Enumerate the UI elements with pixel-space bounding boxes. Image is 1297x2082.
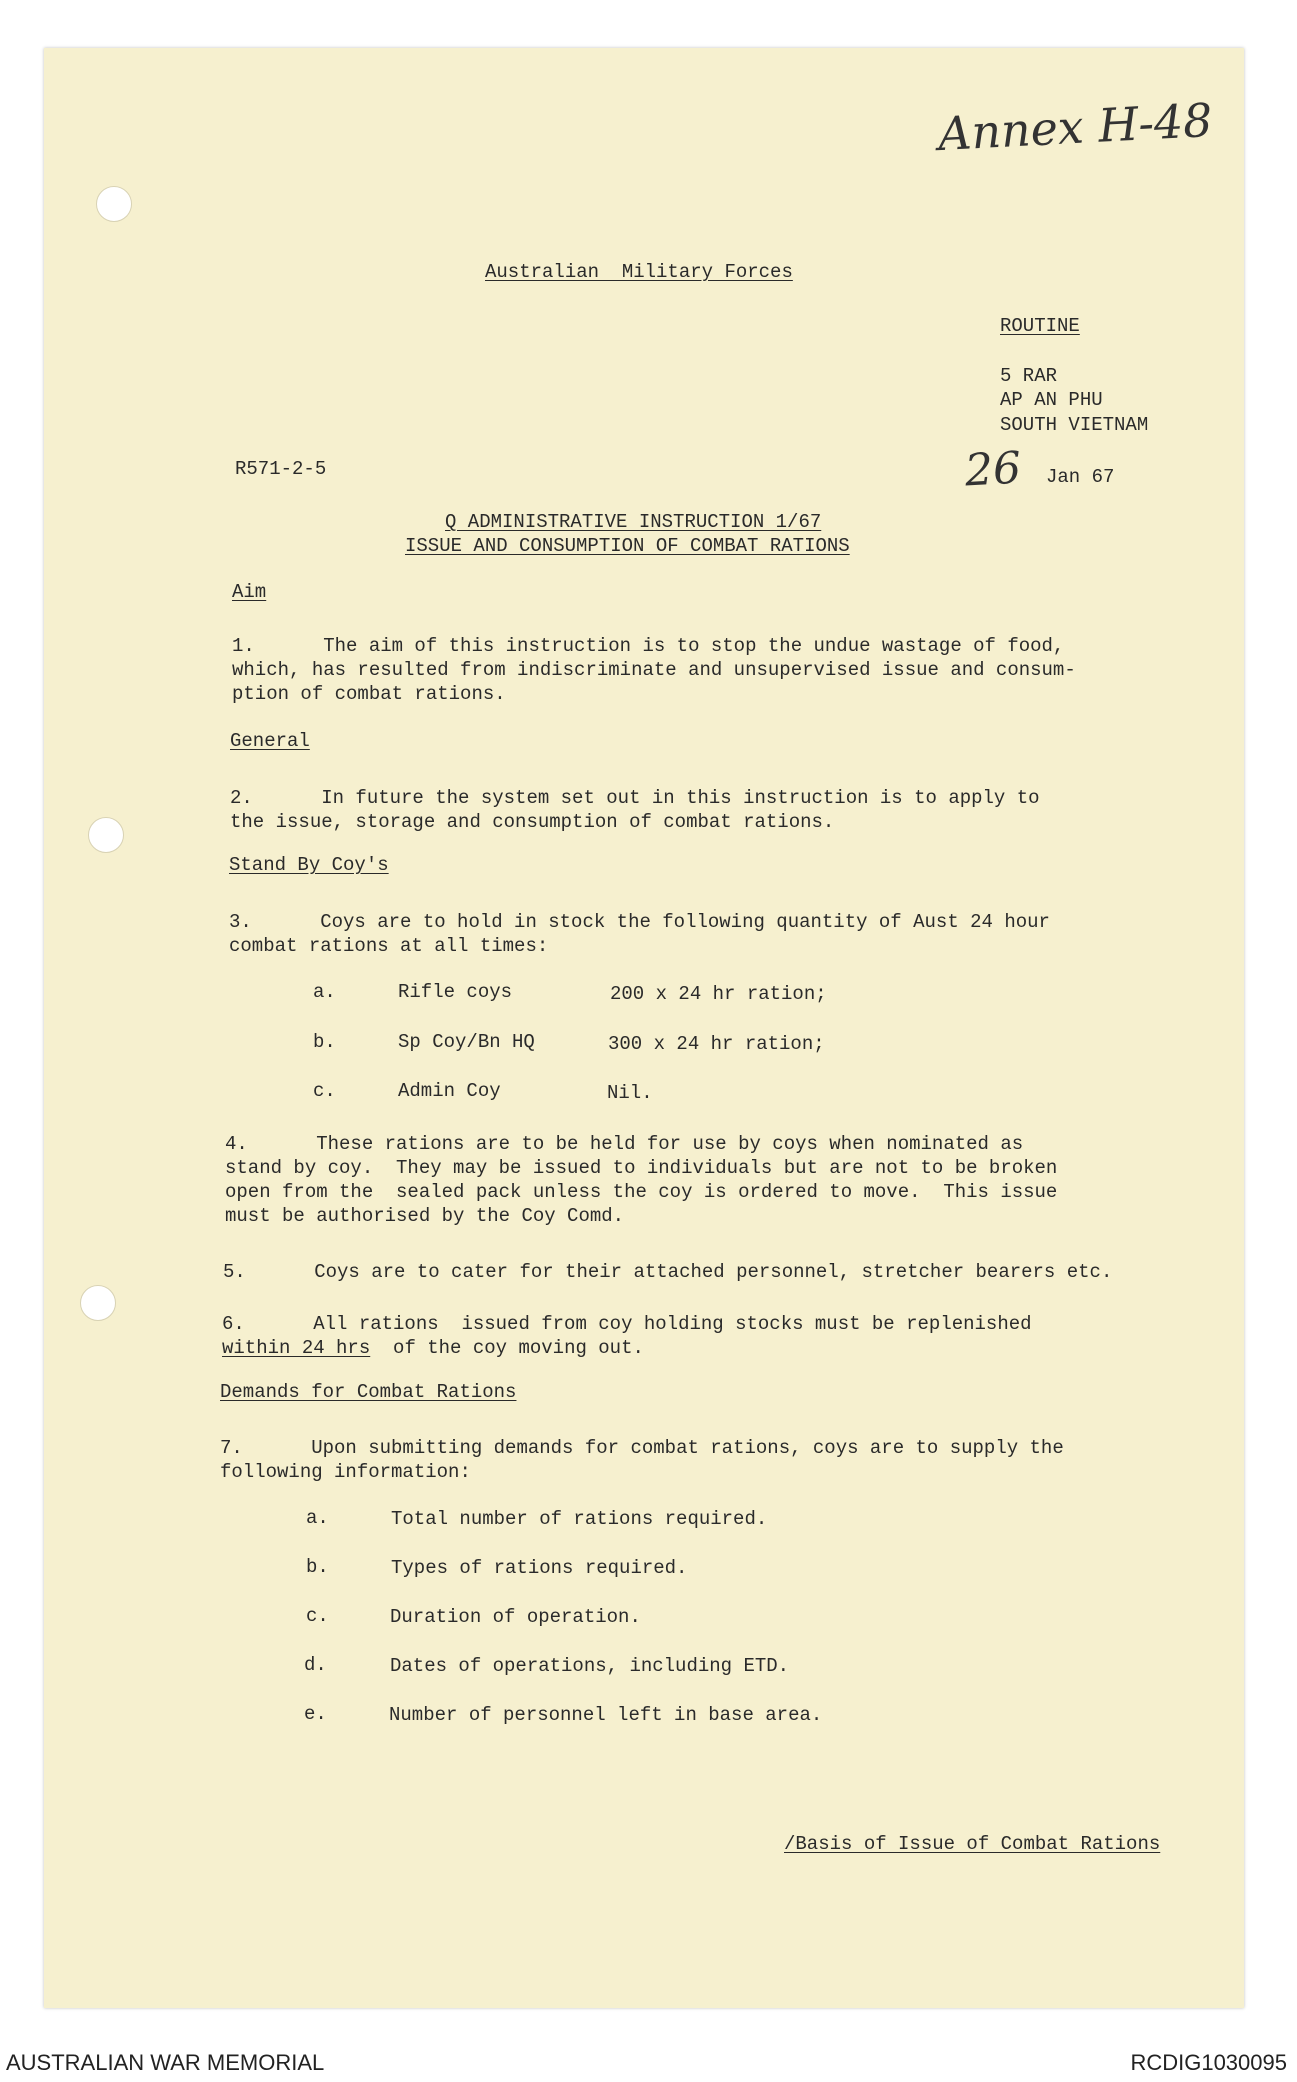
para-4-line-4: must be authorised by the Coy Comd. xyxy=(225,1205,625,1227)
demand-item-text: Total number of rations required. xyxy=(391,1508,768,1530)
demand-item-letter: d. xyxy=(304,1654,327,1676)
para-4-line-2: stand by coy. They may be issued to individuals but are not to be broken xyxy=(225,1157,1058,1179)
para-1-line-3: ption of combat rations. xyxy=(232,683,506,705)
para-6-line-2 xyxy=(222,1336,644,1360)
para-3-line-1: 3. Coys are to hold in stock the following quantity of Aust 24 hour xyxy=(229,911,1050,933)
continuation-line xyxy=(784,1832,1160,1856)
para-7-line-2: following information: xyxy=(220,1461,471,1483)
handwritten-date-day: 26 xyxy=(963,442,1023,497)
demand-item-letter: b. xyxy=(306,1556,329,1578)
holding-unit: Rifle coys xyxy=(398,981,513,1003)
holding-letter: c. xyxy=(313,1080,336,1102)
holding-quantity: 300 x 24 hr ration; xyxy=(608,1033,825,1055)
demand-item-text: Number of personnel left in base area. xyxy=(389,1704,823,1726)
section-aim: Aim xyxy=(232,581,267,603)
document-title: Australian Military Forces xyxy=(485,261,793,283)
heading-line-2: ISSUE AND CONSUMPTION OF COMBAT RATIONS xyxy=(405,535,850,557)
para-7-line-1: 7. Upon submitting demands for combat rations, coys are to supply the xyxy=(220,1437,1064,1459)
punch-hole-bottom xyxy=(80,1285,116,1321)
para-2-line-1: 2. In future the system set out in this instruction is to apply to xyxy=(230,787,1040,809)
para-4-line-3: open from the sealed pack unless the coy is ordered to move. This issue xyxy=(225,1181,1058,1203)
holding-letter: a. xyxy=(313,981,336,1003)
holding-unit: Sp Coy/Bn HQ xyxy=(398,1031,535,1053)
section-standby: Stand By Coy's xyxy=(229,854,389,876)
demand-item-text: Duration of operation. xyxy=(390,1606,641,1628)
demand-item-text: Dates of operations, including ETD. xyxy=(390,1655,790,1677)
file-reference: R571-2-5 xyxy=(235,458,327,480)
heading-line-1: Q ADMINISTRATIVE INSTRUCTION 1/67 xyxy=(445,511,822,533)
demand-item-text: Types of rations required. xyxy=(391,1557,688,1579)
para-3-line-2: combat rations at all times: xyxy=(229,935,549,957)
para-6-emphasis: within 24 hrs xyxy=(222,1337,371,1359)
location-line-1: AP AN PHU xyxy=(1000,389,1103,411)
demand-item-letter: e. xyxy=(304,1703,327,1725)
handwritten-annotation: Annex H-48 xyxy=(936,92,1214,162)
section-demands: Demands for Combat Rations xyxy=(220,1381,517,1403)
para-4-line-1: 4. These rations are to be held for use by coys when nominated as xyxy=(225,1133,1024,1155)
para-1-line-2: which, has resulted from indiscriminate and unsupervised issue and consum- xyxy=(232,659,1076,681)
para-2-line-2: the issue, storage and consumption of combat rations. xyxy=(230,811,835,833)
holding-unit: Admin Coy xyxy=(398,1080,501,1102)
footer-left: AUSTRALIAN WAR MEMORIAL xyxy=(6,2050,325,2075)
punch-hole-top xyxy=(96,186,132,222)
classification: ROUTINE xyxy=(1000,315,1080,337)
date: Jan 67 xyxy=(1046,466,1115,488)
holding-quantity: Nil. xyxy=(607,1082,653,1104)
demand-item-letter: c. xyxy=(306,1605,329,1627)
holding-letter: b. xyxy=(313,1031,336,1053)
para-6-rest: of the coy moving out. xyxy=(370,1337,644,1359)
holding-quantity: 200 x 24 hr ration; xyxy=(610,983,827,1005)
unit-name: 5 RAR xyxy=(1000,365,1058,387)
para-6-line-1: 6. All rations issued from coy holding stocks must be replenished xyxy=(222,1313,1032,1335)
para-5: 5. Coys are to cater for their attached personnel, stretcher bearers etc. xyxy=(223,1261,1113,1283)
footer-right: RCDIG1030095 xyxy=(1130,2050,1287,2075)
continuation-text: /Basis of Issue of Combat Rations xyxy=(784,1833,1161,1855)
demand-item-letter: a. xyxy=(306,1507,329,1529)
section-general: General xyxy=(230,730,310,752)
para-1-line-1: 1. The aim of this instruction is to stop the undue wastage of food, xyxy=(232,635,1065,657)
location-line-2: SOUTH VIETNAM xyxy=(1000,414,1149,436)
punch-hole-middle xyxy=(88,817,124,853)
